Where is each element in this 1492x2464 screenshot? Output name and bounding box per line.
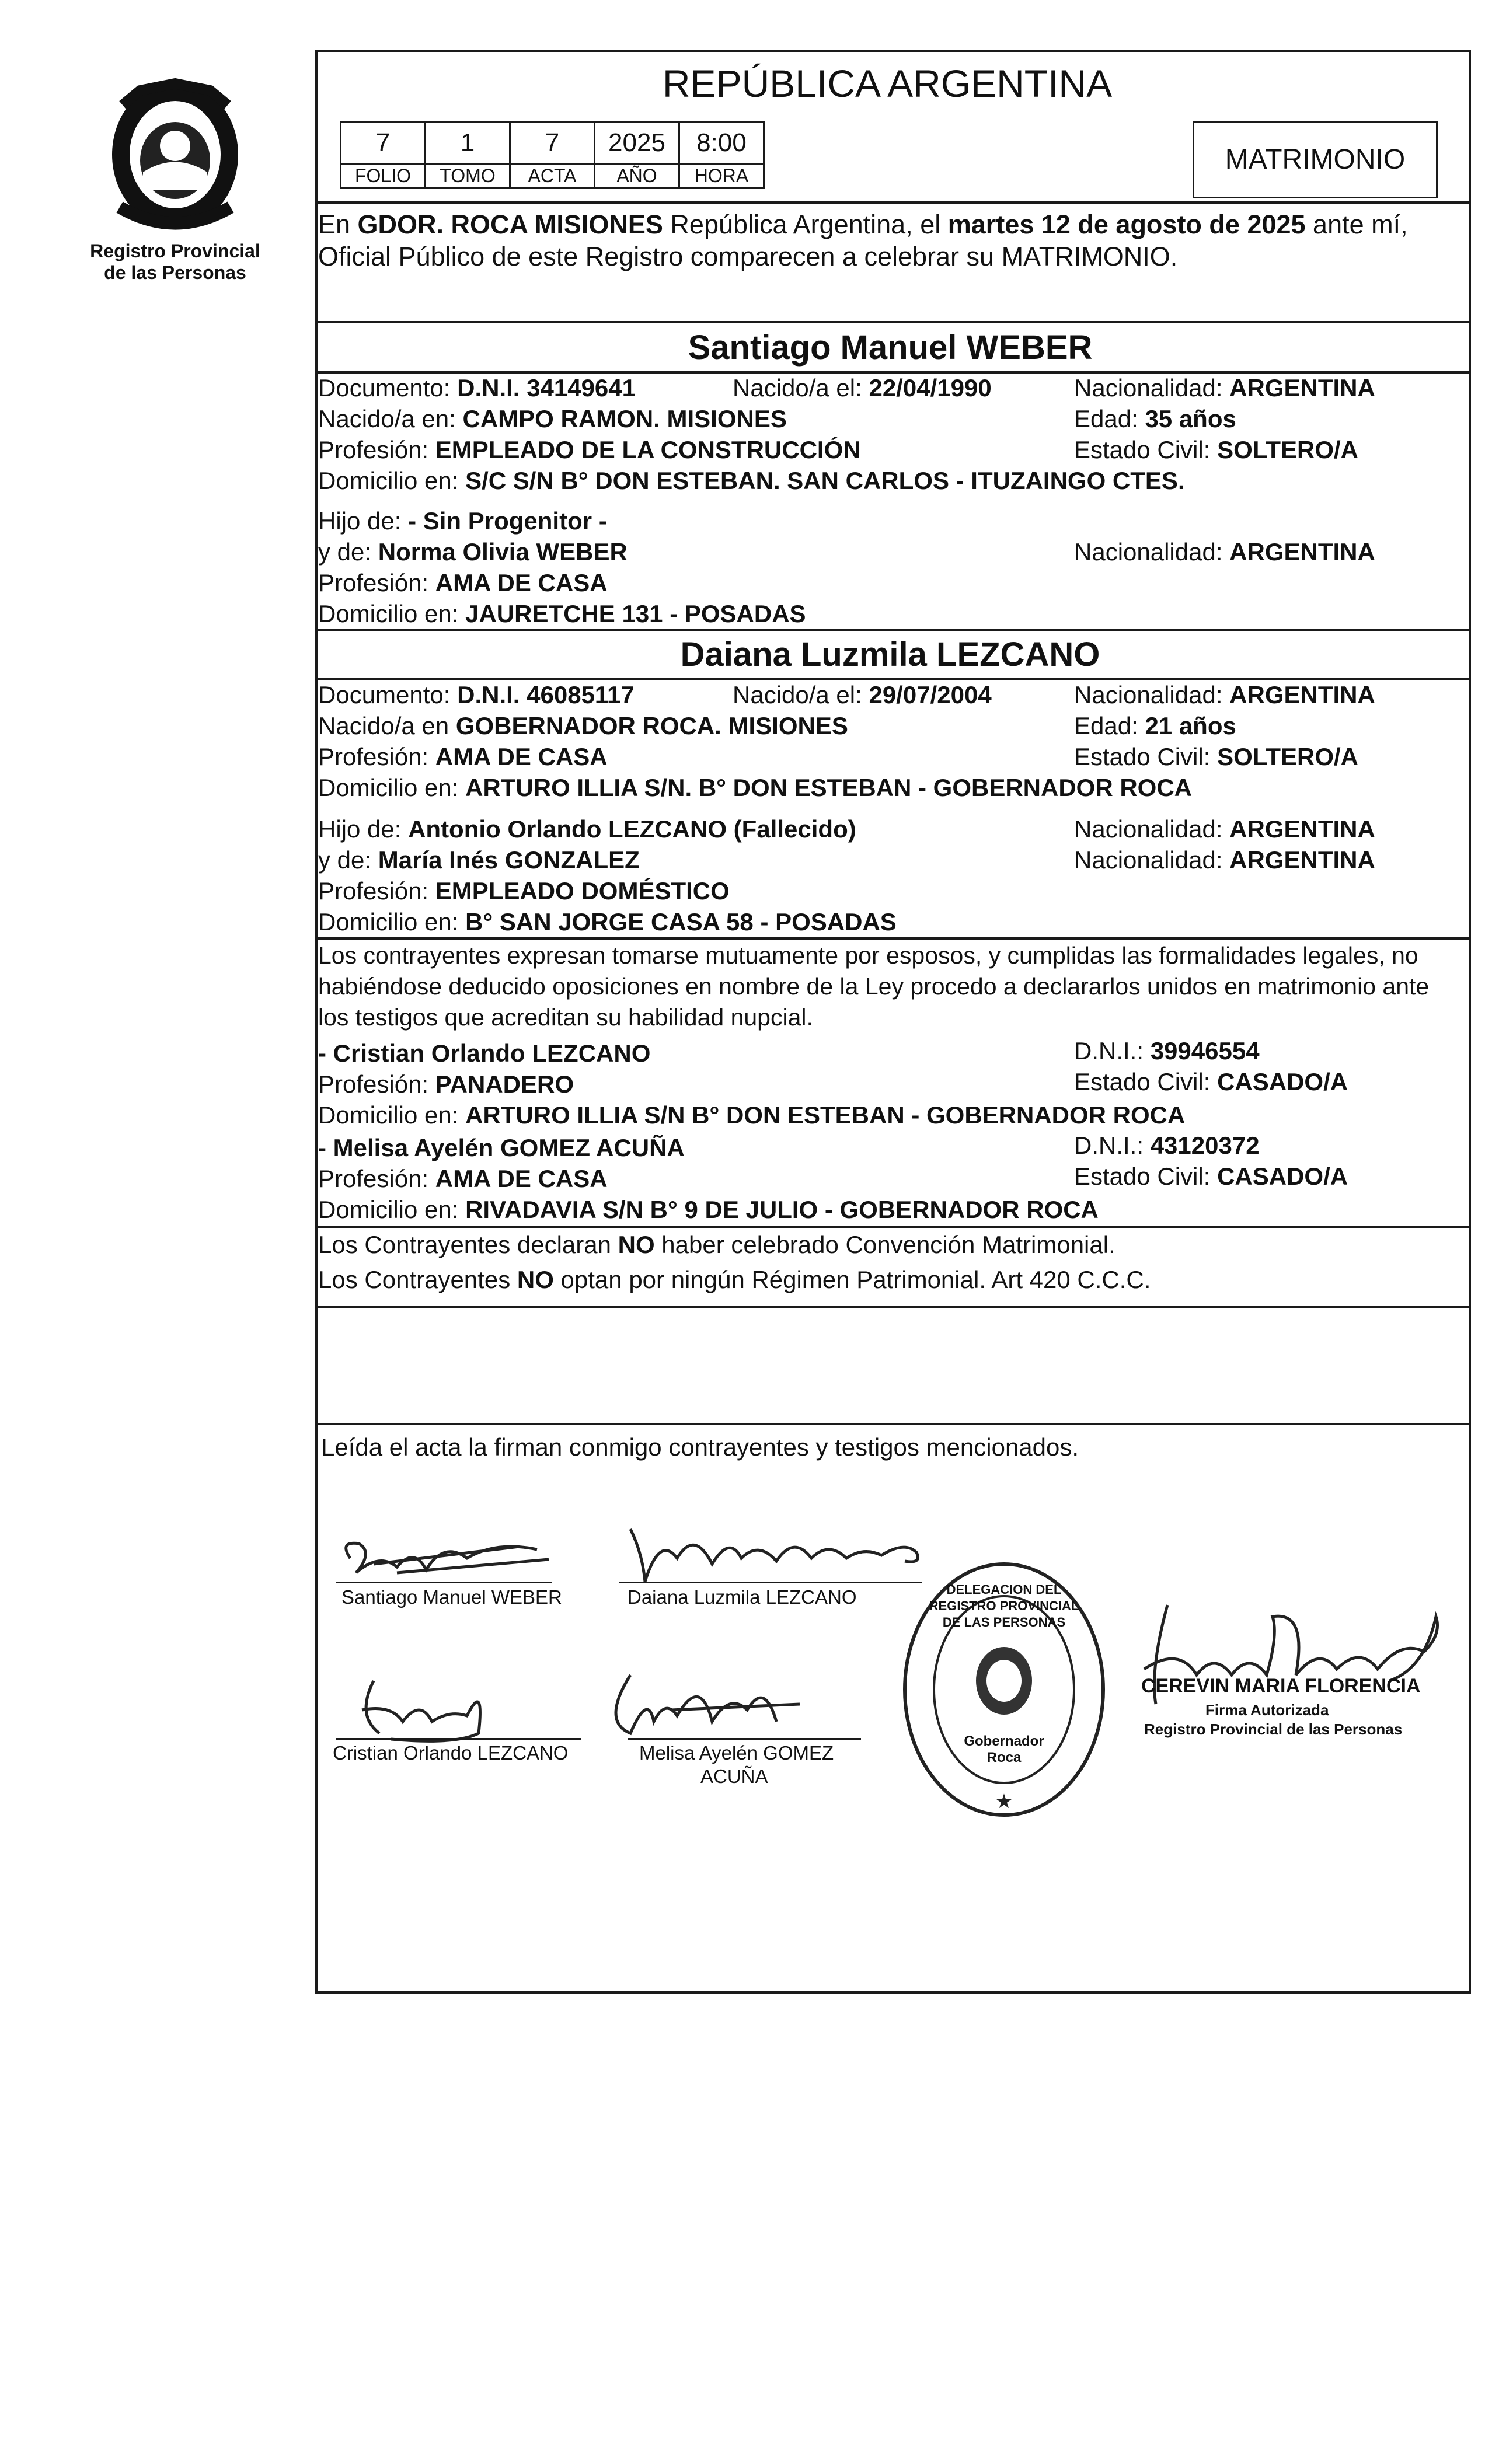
province-emblem-icon xyxy=(88,73,263,236)
svg-text:★: ★ xyxy=(995,1791,1013,1813)
witness2-dni: D.N.I.: 43120372 xyxy=(1074,1132,1260,1159)
party2-profession: Profesión: AMA DE CASA xyxy=(318,743,608,770)
party2-birth-place: Nacido/a en GOBERNADOR ROCA. MISIONES xyxy=(318,712,848,739)
signature-caption-4-line2: ACUÑA xyxy=(700,1765,768,1787)
party2-document: Documento: D.N.I. 46085117 xyxy=(318,681,635,709)
logo-caption-line2: de las Personas xyxy=(104,262,246,283)
signature-caption-2: Daiana Luzmila LEZCANO xyxy=(628,1586,857,1608)
tomo-label: TOMO xyxy=(424,163,511,189)
party1-name: Santiago Manuel WEBER xyxy=(688,329,1093,367)
folio-label: FOLIO xyxy=(340,163,426,189)
witness1-dni: D.N.I.: 39946554 xyxy=(1074,1037,1260,1065)
closing-statement: Leída el acta la firman conmigo contrayentes y testigos mencionados. xyxy=(321,1433,1079,1461)
party1-birth-place: Nacido/a en: CAMPO RAMON. MISIONES xyxy=(318,405,787,432)
logo-caption-line1: Registro Provincial xyxy=(90,240,260,261)
folio-value: 7 xyxy=(340,121,426,165)
party1-document: Documento: D.N.I. 34149641 xyxy=(318,374,636,402)
witness1-civil-status: Estado Civil: CASADO/A xyxy=(1074,1068,1348,1095)
official-organization: Registro Provincial de las Personas xyxy=(1144,1720,1403,1738)
party1-parent-profession: Profesión: AMA DE CASA xyxy=(318,569,608,596)
party1-mother-nationality: Nacionalidad: ARGENTINA xyxy=(1074,538,1375,566)
official-name: CEREVIN MARIA FLORENCIA xyxy=(1141,1675,1421,1697)
party2-father-nationality: Nacionalidad: ARGENTINA xyxy=(1074,815,1375,843)
acta-value: 7 xyxy=(509,121,595,165)
intro-line2: Oficial Público de este Registro comparecen a celebrar su MATRIMONIO. xyxy=(318,242,1178,271)
party2-birth-date: Nacido/a el: 29/07/2004 xyxy=(733,681,992,709)
declaration-line1: Los contrayentes expresan tomarse mutuamente por esposos, y cumplidas las formalidades legales, no xyxy=(318,942,1418,969)
certificate-type-box: MATRIMONIO xyxy=(1193,121,1438,198)
party2-name: Daiana Luzmila LEZCANO xyxy=(680,636,1100,673)
signature-caption-3: Cristian Orlando LEZCANO xyxy=(333,1742,569,1764)
party2-age: Edad: 21 años xyxy=(1074,712,1236,739)
witness1-name: - Cristian Orlando LEZCANO xyxy=(318,1039,651,1067)
party2-mother-nationality: Nacionalidad: ARGENTINA xyxy=(1074,846,1375,874)
party1-address: Domicilio en: S/C S/N B° DON ESTEBAN. SAN CARLOS - ITUZAINGO CTES. xyxy=(318,467,1185,494)
declaration-line3: los testigos que acreditan su habilidad nupcial. xyxy=(318,1004,813,1031)
acta-label: ACTA xyxy=(509,163,595,189)
party1-profession: Profesión: EMPLEADO DE LA CONSTRUCCIÓN xyxy=(318,436,861,463)
party1-father: Hijo de: - Sin Progenitor - xyxy=(318,507,607,535)
party2-father: Hijo de: Antonio Orlando LEZCANO (Fallecido) xyxy=(318,815,856,843)
hour-label: HORA xyxy=(678,163,765,189)
party2-address: Domicilio en: ARTURO ILLIA S/N. B° DON ESTEBAN - GOBERNADOR ROCA xyxy=(318,774,1192,801)
witness2-name: - Melisa Ayelén GOMEZ ACUÑA xyxy=(318,1134,685,1161)
tomo-value: 1 xyxy=(424,121,511,165)
signature-official xyxy=(1132,1599,1459,1716)
party1-civil-status: Estado Civil: SOLTERO/A xyxy=(1074,436,1358,463)
witness2-profession: Profesión: AMA DE CASA xyxy=(318,1165,608,1192)
declaration-line2: habiéndose deducido oposiciones en nombre de la Ley procedo a declararlos unidos en matrimonio ante xyxy=(318,973,1430,1000)
document-title: REPÚBLICA ARGENTINA xyxy=(662,62,1113,105)
party1-mother: y de: Norma Olivia WEBER xyxy=(318,538,628,566)
registry-logo xyxy=(88,73,263,283)
stamp-inner-text: Gobernador Roca xyxy=(964,1733,1044,1765)
party2-nationality: Nacionalidad: ARGENTINA xyxy=(1074,681,1375,709)
witness1-address: Domicilio en: ARTURO ILLIA S/N B° DON ESTEBAN - GOBERNADOR ROCA xyxy=(318,1101,1186,1129)
party2-mother: y de: María Inés GONZALEZ xyxy=(318,846,640,874)
signature-caption-1: Santiago Manuel WEBER xyxy=(341,1586,562,1608)
stamp-ring-text: DELEGACION DEL REGISTRO PROVINCIAL DE LAS PERSONAS xyxy=(929,1582,1079,1629)
witness1-profession: Profesión: PANADERO xyxy=(318,1070,574,1098)
witness2-address: Domicilio en: RIVADAVIA S/N B° 9 DE JULIO - GOBERNADOR ROCA xyxy=(318,1196,1099,1223)
convention-statement: Los Contrayentes declaran NO haber celebrado Convención Matrimonial. xyxy=(318,1231,1115,1258)
party1-age: Edad: 35 años xyxy=(1074,405,1236,432)
signature-melisa-gomez xyxy=(601,1657,858,1745)
party2-parent-address: Domicilio en: B° SAN JORGE CASA 58 - POSADAS xyxy=(318,908,897,936)
party2-parent-profession: Profesión: EMPLEADO DOMÉSTICO xyxy=(318,877,730,905)
intro-line1: En GDOR. ROCA MISIONES República Argentina, el martes 12 de agosto de 2025 ante mí, xyxy=(318,210,1408,239)
official-role: Firma Autorizada xyxy=(1205,1701,1329,1719)
party1-nationality: Nacionalidad: ARGENTINA xyxy=(1074,374,1375,402)
party1-birth-date: Nacido/a el: 22/04/1990 xyxy=(733,374,992,402)
year-label: AÑO xyxy=(594,163,680,189)
hour-value: 8:00 xyxy=(678,121,765,165)
signature-santiago-weber xyxy=(327,1517,560,1587)
signature-caption-4-line1: Melisa Ayelén GOMEZ xyxy=(639,1742,834,1764)
official-stamp xyxy=(899,1558,1109,1821)
regime-statement: Los Contrayentes NO optan por ningún Régimen Patrimonial. Art 420 C.C.C. xyxy=(318,1266,1151,1293)
witness2-civil-status: Estado Civil: CASADO/A xyxy=(1074,1163,1348,1190)
party2-civil-status: Estado Civil: SOLTERO/A xyxy=(1074,743,1358,770)
year-value: 2025 xyxy=(594,121,680,165)
party1-parent-address: Domicilio en: JAURETCHE 131 - POSADAS xyxy=(318,600,806,627)
